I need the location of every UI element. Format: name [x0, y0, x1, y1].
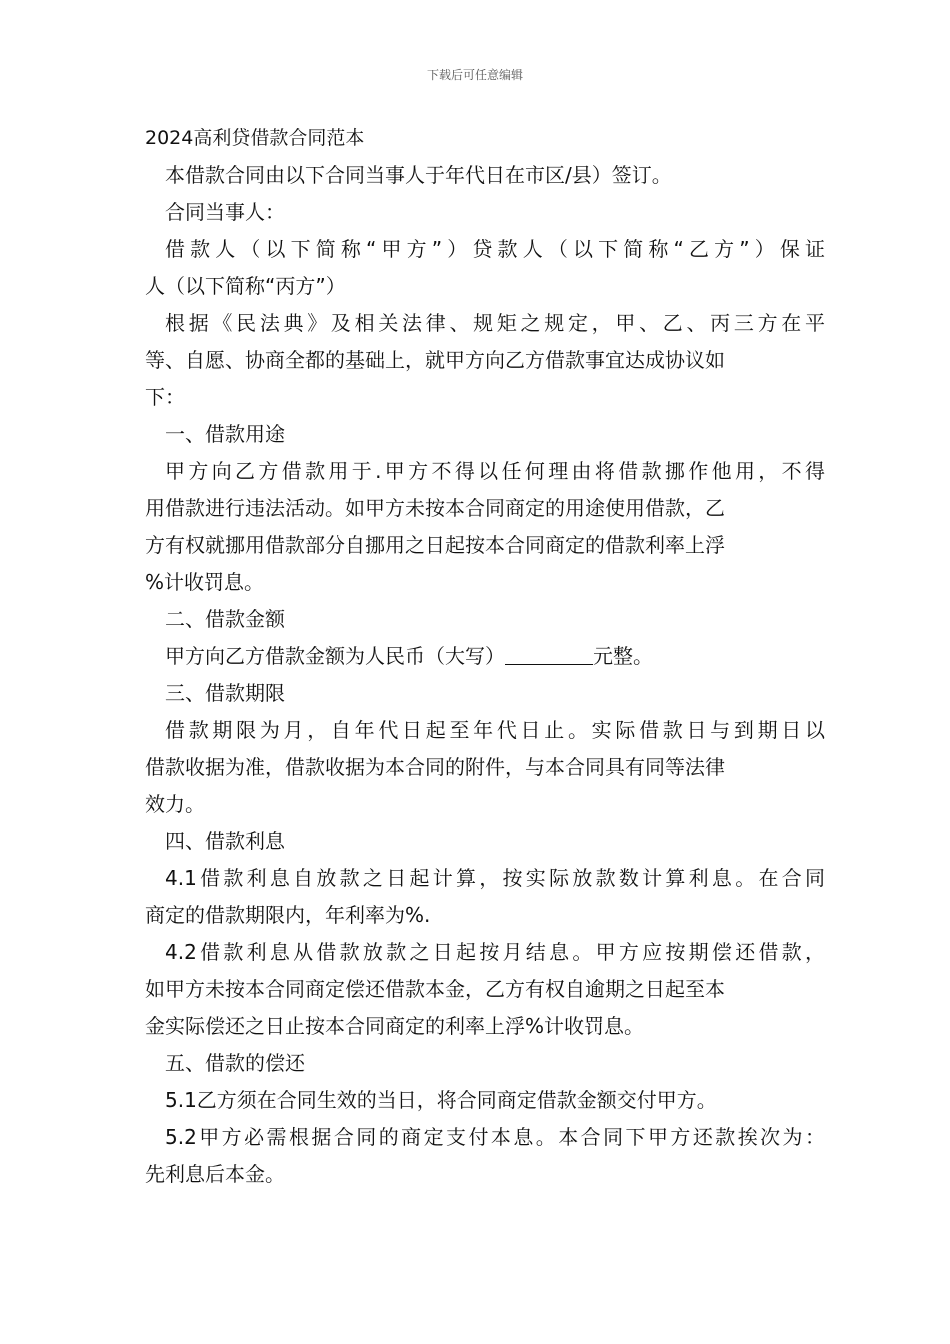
parties-line-2: 人（以下简称“丙方”） — [145, 274, 346, 298]
section-2-body — [145, 638, 815, 675]
section-3-line-2: 借款收据为准，借款收据为本合同的附件，与本合同具有同等法律 — [145, 755, 725, 779]
basis-line-2: 等、自愿、协商全都的基础上，就甲方向乙方借款事宜达成协议如 — [145, 348, 725, 372]
section-3-line-1: 借款期限为月，自年代日起至年代日止。实际借款日与到期日以 — [165, 718, 825, 742]
amount-blank — [505, 644, 593, 665]
clause-5-1: 5.1乙方须在合同生效的当日，将合同商定借款金额交付甲方。 — [165, 1088, 717, 1112]
clause-4-2-line-1: 4.2借款利息从借款放款之日起按月结息。甲方应按期偿还借款， — [165, 940, 825, 964]
clause-4-2-line-2: 如甲方未按本合同商定偿还借款本金，乙方有权自逾期之日起至本 — [145, 977, 725, 1001]
clause-5-2-line-1: 5.2甲方必需根据合同的商定支付本息。本合同下甲方还款挨次为： — [165, 1125, 825, 1149]
contract-body — [145, 120, 825, 1193]
intro-paragraph: 本借款合同由以下合同当事人于年代日在市区/县）签订。 — [165, 163, 672, 187]
section-2-heading: 二、借款金额 — [165, 607, 285, 631]
header-note: 下载后可任意编辑 — [426, 68, 523, 82]
section-3-heading: 三、借款期限 — [165, 681, 285, 705]
section-1-line-2: 用借款进行违法活动。如甲方未按本合同商定的用途使用借款，乙 — [145, 496, 725, 520]
amount-text-before: 甲方向乙方借款金额为人民币（大写） — [165, 644, 505, 668]
clause-5-2-line-2: 先利息后本金。 — [145, 1162, 285, 1186]
section-3-line-3: 效力。 — [145, 792, 205, 816]
section-1-line-1: 甲方向乙方借款用于.甲方不得以任何理由将借款挪作他用，不得 — [165, 459, 825, 483]
amount-text-after: 元整。 — [593, 644, 653, 668]
basis-line-3: 下： — [145, 385, 185, 409]
clause-4-1-line-2: 商定的借款期限内，年利率为%. — [145, 903, 431, 927]
section-5-heading: 五、借款的偿还 — [165, 1051, 305, 1075]
section-1-heading: 一、借款用途 — [165, 422, 285, 446]
parties-label: 合同当事人： — [165, 200, 285, 224]
parties-line-1: 借款人（以下简称“甲方”）贷款人（以下简称“乙方”）保证 — [165, 237, 825, 261]
clause-4-2-line-3: 金实际偿还之日止按本合同商定的利率上浮%计收罚息。 — [145, 1014, 645, 1038]
section-1-line-3: 方有权就挪用借款部分自挪用之日起按本合同商定的借款利率上浮 — [145, 533, 725, 557]
document-title: 2024高利贷借款合同范本 — [145, 127, 365, 149]
section-1-line-4: %计收罚息。 — [145, 570, 265, 594]
section-4-heading: 四、借款利息 — [165, 829, 285, 853]
basis-line-1: 根据《民法典》及相关法律、规矩之规定，甲、乙、丙三方在平 — [165, 311, 825, 335]
clause-4-1-line-1: 4.1借款利息自放款之日起计算，按实际放款数计算利息。在合同 — [165, 866, 825, 890]
